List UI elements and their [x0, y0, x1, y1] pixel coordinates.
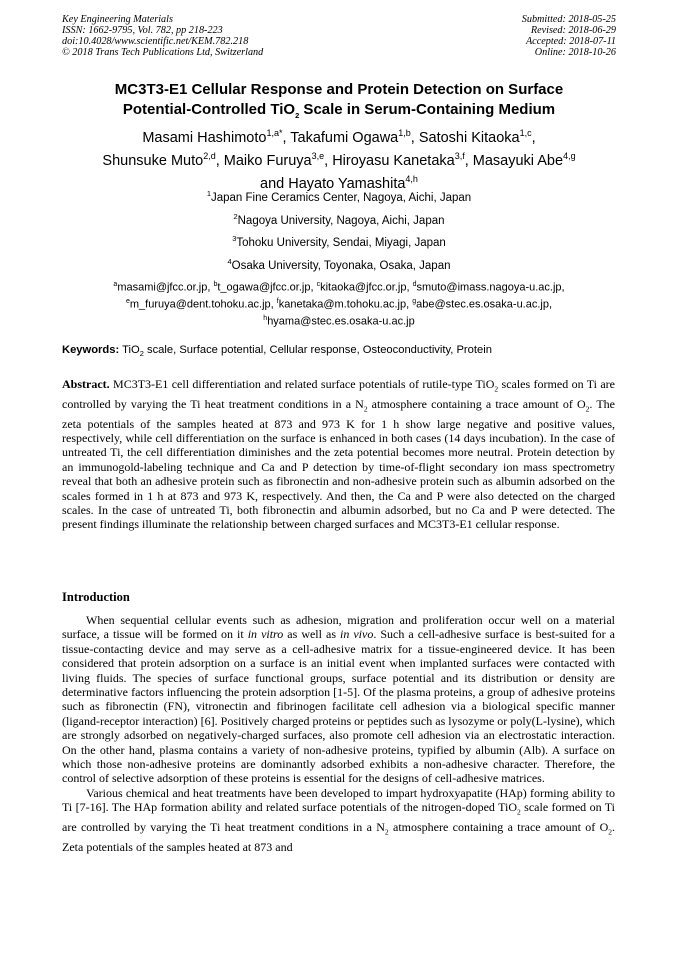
title-line-2: Potential-Controlled TiO$_2$ Scale in Serum-Containing Medium	[122, 101, 556, 120]
author-line-2: Shunsuke Muto$^{2,d}$, Maiko Furuya$^{3,e}$, Hiroyasu Kanetaka$^{3,f}$, Masayuki Abe$^{4,g}$	[102, 150, 576, 169]
email-link[interactable]: hyama@stec.es.osaka-u.ac.jp	[267, 315, 415, 328]
email-link[interactable]: masami@jfcc.or.jp,	[117, 281, 214, 294]
email-link[interactable]: kitaoka@jfcc.or.jp,	[320, 281, 413, 294]
email-link[interactable]: m_furuya@dent.tohoku.ac.jp,	[129, 298, 277, 311]
affiliation: $^3$Tohoku University, Sendai, Miyagi, Japan	[232, 234, 446, 249]
accepted-date: Accepted: 2018-07-11	[525, 36, 616, 47]
copyright-line: © 2018 Trans Tech Publications Ltd, Switzerland	[62, 47, 264, 58]
publication-dates	[522, 14, 616, 58]
affiliation-list	[40, 185, 638, 275]
affiliation: $^2$Nagoya University, Nagoya, Aichi, Japan	[233, 211, 445, 227]
keywords: Keywords: TiO$_2$ scale, Surface potential, Cellular response, Osteoconductivity, Protein	[62, 344, 492, 359]
email-line-3: $^h$hyama@stec.es.osaka-u.ac.jp	[263, 315, 415, 328]
author-name: and Hayato Yamashita	[260, 175, 406, 192]
author-line-1: Masami Hashimoto$^{1,a*}$, Takafumi Ogawa$^{1,b}$, Satoshi Kitaoka$^{1,c}$,	[142, 128, 536, 146]
email-line-2: $^e$m_furuya@dent.tohoku.ac.jp, $^f$kanetaka@m.tohoku.ac.jp, $^g$abe@stec.es.osaka-u.ac.jp,	[125, 298, 553, 311]
title-line-1: MC3T3-E1 Cellular Response and Protein Detection on Surface	[114, 81, 564, 98]
author-name: Shunsuke Muto	[102, 152, 204, 169]
affiliation: $^4$Osaka University, Toyonaka, Osaka, Japan	[227, 256, 451, 272]
email-link[interactable]: smuto@imass.nagoya-u.ac.jp,	[416, 281, 565, 294]
abstract: Abstract. MC3T3-E1 cell differentiation and related surface potentials of rutile-type TiO$_2$ scales formed on Ti are controlled by varying the Ti heat treatment conditions in a $N_2$ atmosphere containing a trace amount of $O_2$. The zeta potentials of the samples heated at 873 and 973 K for 1 h show large negative and positive values, respectively, while cell differentiation on the surface is enhanced in both cases (14 days incubation). In the case of untreated Ti, the cell differentiation diminishes and the zeta potential becomes more neutral. Protein detection by an immunogold-labeling technique and Ca and P detection by time-of-flight secondary ion mass spectrometry reveal that both an adhesive protein such as fibronectin and non-adhesive protein such as albumin adsorbed on the scales formed in 1 h at 873 and 973 K, respectively. And then, the Ca and P were also detected on the charged scales. In the case of untreated Ti, both fibronectin and albumin adsorbed, but no Ca and P were detected. The present findings illuminate the relationship between charged surfaces and MC3T3-E1 cellular response.	[62, 377, 615, 532]
email-line-1: $^a$masami@jfcc.or.jp, $^b$t_ogawa@jfcc.or.jp, $^c$kitaoka@jfcc.or.jp, $^d$smuto@imass.nagoya-u.ac.jp,	[113, 281, 565, 294]
section-heading-introduction: Introduction	[62, 590, 130, 604]
paper-title	[40, 80, 638, 126]
author-name: Masayuki Abe	[472, 152, 564, 169]
abstract-label: Abstract.	[62, 377, 110, 391]
author-name: Takafumi Ogawa	[290, 129, 399, 146]
email-link[interactable]: kanetaka@m.tohoku.ac.jp,	[278, 298, 413, 311]
author-line-3: and Hayato Yamashita$^{4,h}$	[260, 173, 418, 192]
doi-line: doi:10.4028/www.scientific.net/KEM.782.218	[62, 36, 249, 47]
issn-line: ISSN: 1662-9795, Vol. 782, pp 218-223	[62, 25, 223, 36]
introduction-body	[62, 613, 615, 854]
paragraph: Various chemical and heat treatments have been developed to impart hydroxyapatite (HAp) forming ability to Ti [7-16]. The HAp formation ability and related surface potentials of the nitrogen-doped TiO$_2$ scale formed on Ti are controlled by varying the Ti heat treatment conditions in a $N_2$ atmosphere containing a trace amount of $O_2$. Zeta potentials of the samples heated at 873 and	[62, 785, 616, 854]
author-name: Maiko Furuya	[223, 152, 312, 169]
paragraph: When sequential cellular events such as adhesion, migration and proliferation occur well on a material surface, a tissue will be formed on it in vitro as well as in vivo. Such a cell-adhesive surface is best-suited for a tissue-contacting device and may serve as a cell-adhesive matrix for a tissue-engineered device. It has been considered that protein adsorption on a surface is an initial event when implanted surfaces were contacted with living fluids. The species of surface functional groups, surface potential and its distribution or density are determinative factors influencing the protein adsorption [1-5]. Of the plasma proteins, a group of adhesive proteins such as fibronectin (FN), vitronectin and fibrinogen facilitate cell adhesion via a biological specific manner (ligand-receptor interaction) [6]. Positively charged proteins or peptides such as lysozyme or poly(L-lysine), which are strongly adsorbed on negatively-charged surfaces, also promote cell adhesion via an electrostatic interaction. On the other hand, plasma contains a variety of non-adhesive proteins, typified by albumin (Alb). A surface on which those non-adhesive proteins are dominantly adsorbed exhibits a non-adhesive character. Therefore, the control of selective adsorption of these proteins is essential for the designs of cell-adhesive matrices.	[62, 613, 616, 786]
author-name: Hiroyasu Kanetaka	[332, 152, 455, 169]
author-name: Masami Hashimoto	[142, 129, 267, 146]
email-list	[40, 278, 638, 329]
journal-info	[62, 14, 263, 58]
author-list	[40, 124, 638, 192]
online-date: Online: 2018-10-26	[534, 47, 616, 58]
email-link[interactable]: abe@stec.es.osaka-u.ac.jp,	[416, 298, 553, 311]
keywords-label: Keywords:	[62, 344, 120, 356]
author-name: Satoshi Kitaoka	[418, 129, 520, 146]
affiliation: $^1$Japan Fine Ceramics Center, Nagoya, Aichi, Japan	[206, 189, 472, 204]
journal-name: Key Engineering Materials	[62, 14, 173, 25]
revised-date: Revised: 2018-06-29	[530, 25, 616, 36]
submitted-date: Submitted: 2018-05-25	[521, 14, 616, 25]
email-link[interactable]: t_ogawa@jfcc.or.jp,	[217, 281, 317, 294]
